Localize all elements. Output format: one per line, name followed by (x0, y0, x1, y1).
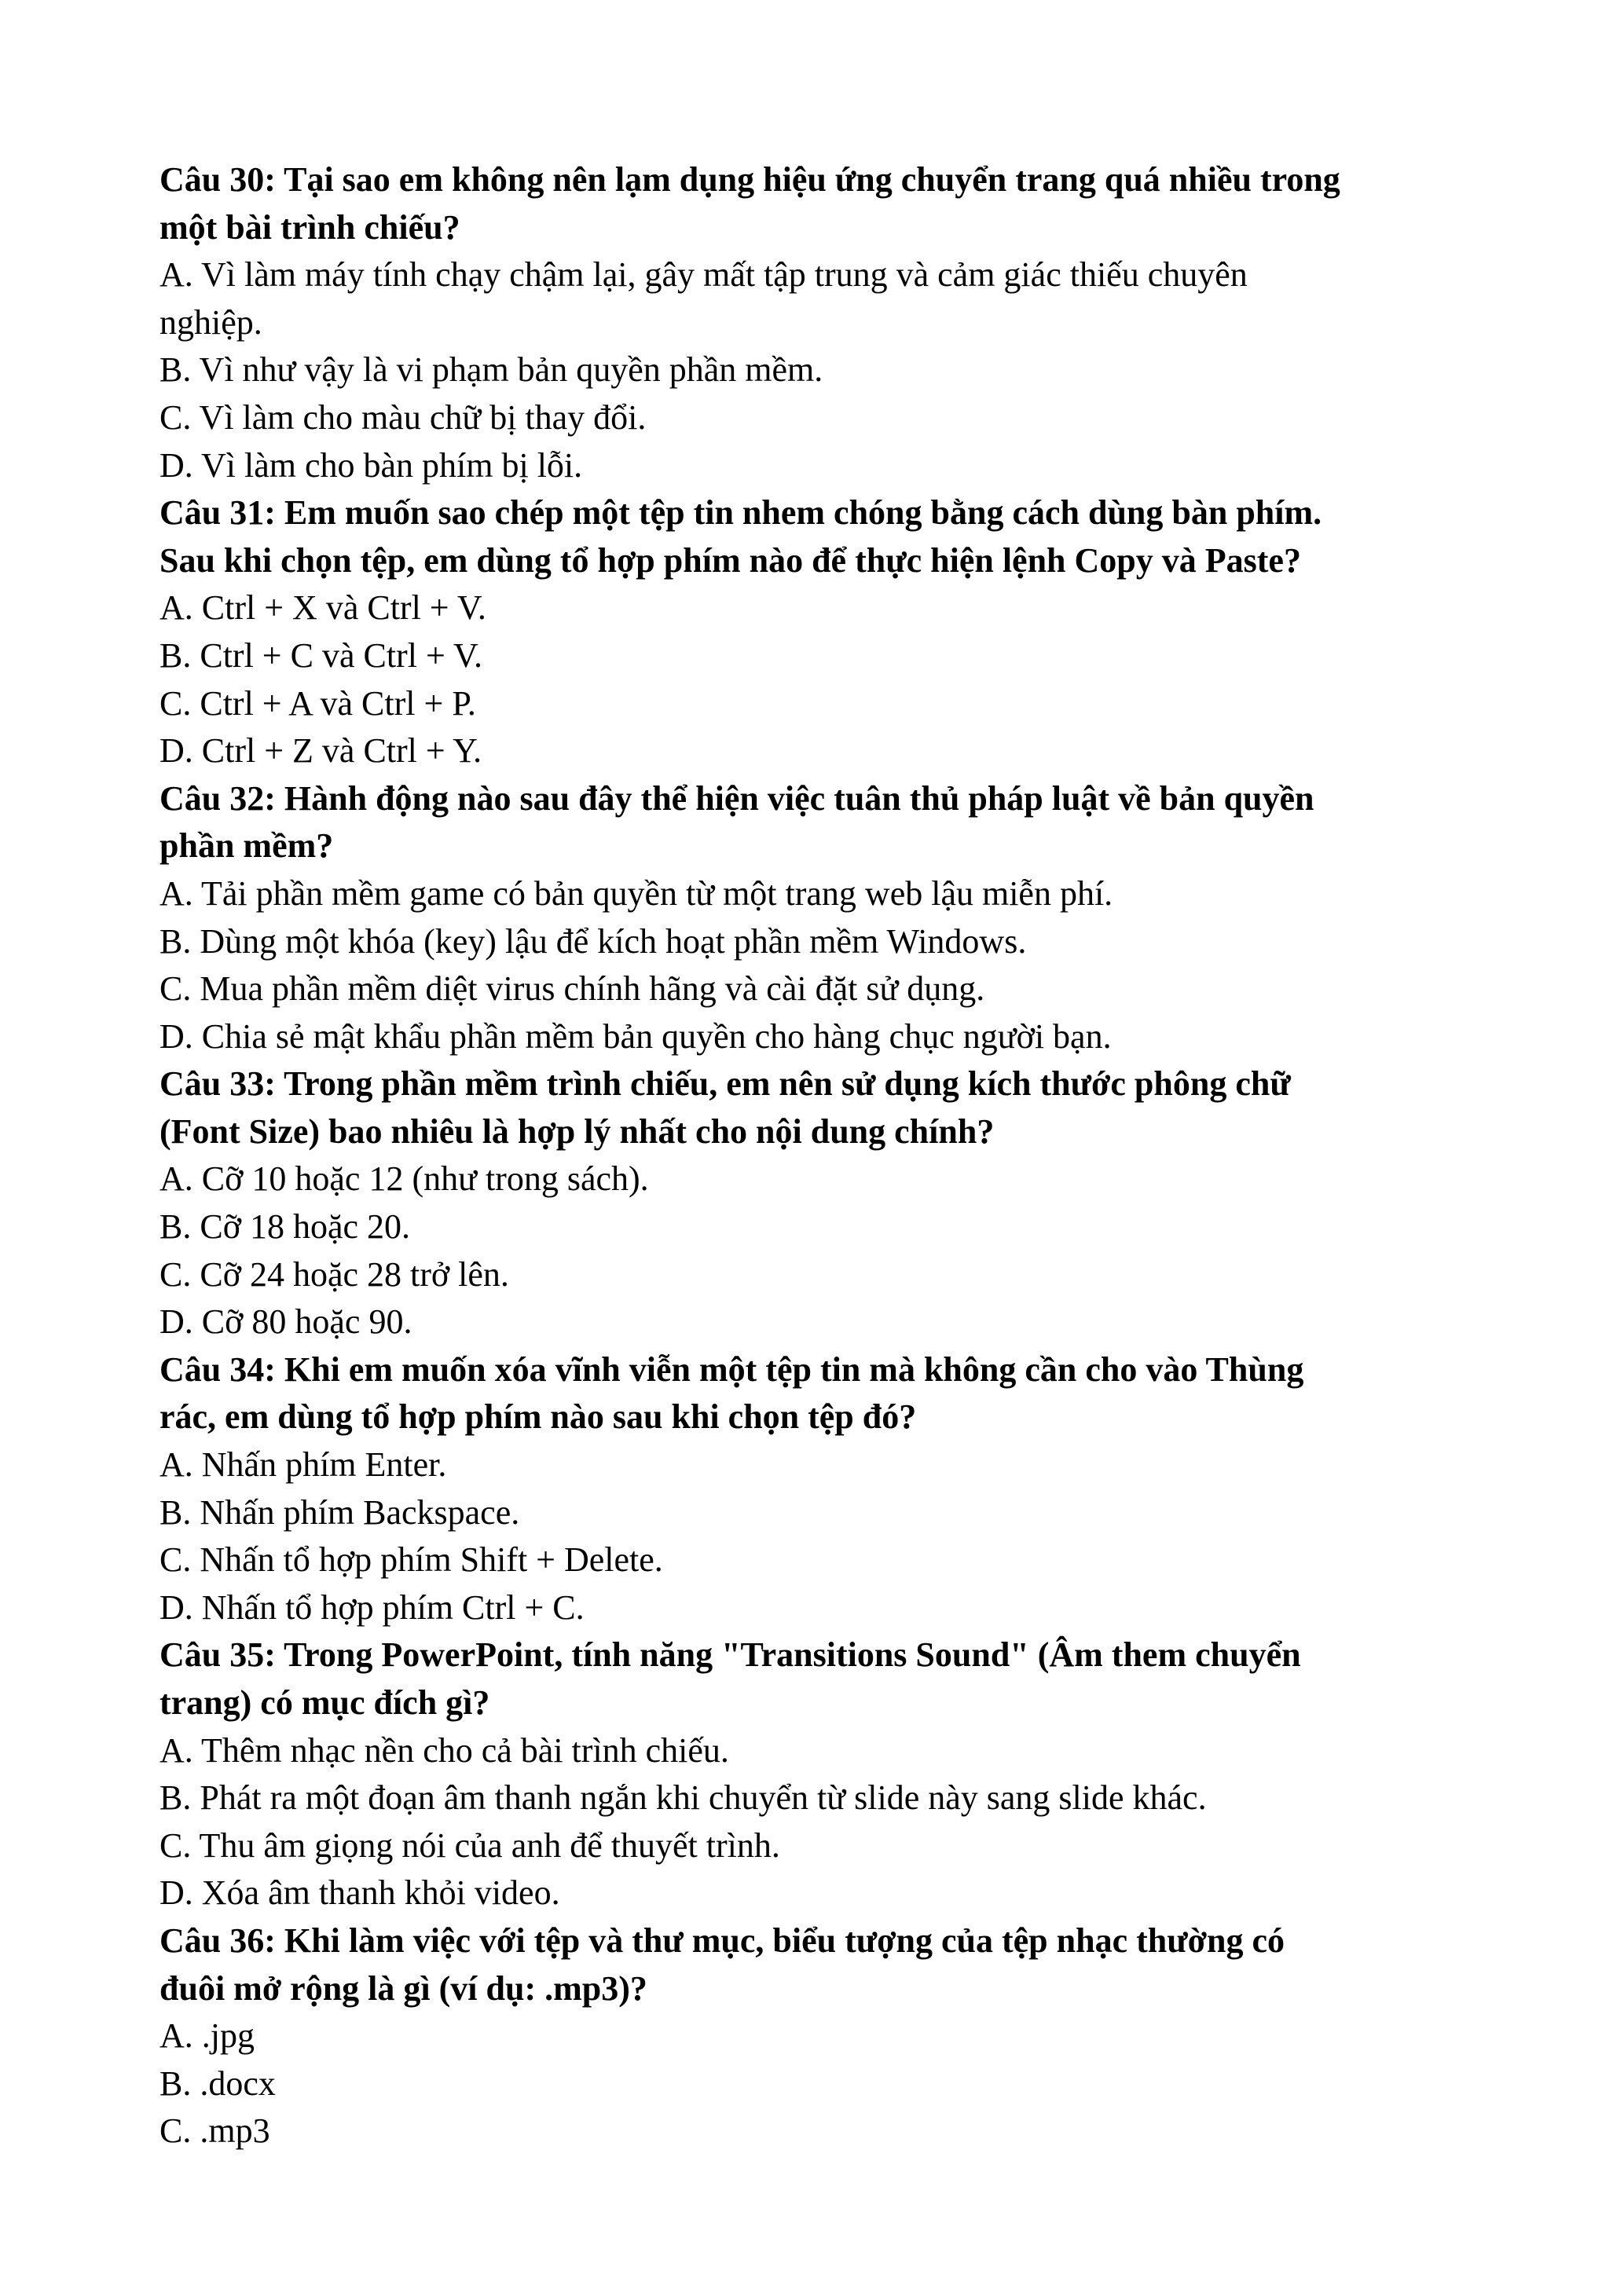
question-block (159, 1631, 1495, 1917)
document-page (159, 156, 1495, 2155)
answer-option-line: B. Dùng một khóa (key) lậu để kích hoạt phần mềm Windows. (159, 921, 1027, 961)
answer-option-line: D. Xóa âm thanh khỏi video. (159, 1873, 560, 1913)
answer-option-line: A. .jpg (159, 2016, 255, 2056)
question-block (159, 775, 1495, 1061)
question-block (159, 489, 1495, 775)
answer-option-line: C. Mua phần mềm diệt virus chính hãng và cài đặt sử dụng. (159, 969, 985, 1009)
question-title-line: rác, em dùng tổ hợp phím nào sau khi chọn tệp đó? (159, 1397, 917, 1437)
answer-option-line: B. .docx (159, 2063, 276, 2103)
answer-option-line: B. Ctrl + C và Ctrl + V. (159, 635, 483, 675)
question-title-line: (Font Size) bao nhiêu là hợp lý nhất cho nội dung chính? (159, 1111, 995, 1151)
answer-option-line: A. Thêm nhạc nền cho cả bài trình chiếu. (159, 1730, 729, 1770)
answer-option-line: C. Thu âm giọng nói của anh để thuyết trình. (159, 1825, 780, 1865)
question-title-line: phần mềm? (159, 826, 334, 866)
question-title-line: Câu 34: Khi em muốn xóa vĩnh viễn một tệp tin mà không cần cho vào Thùng (159, 1349, 1304, 1389)
answer-option-line: C. Cỡ 24 hoặc 28 trở lên. (159, 1254, 509, 1294)
question-title-line: một bài trình chiếu? (159, 207, 460, 247)
answer-option-line: C. Vì làm cho màu chữ bị thay đổi. (159, 397, 647, 437)
answer-option-line: A. Cỡ 10 hoặc 12 (như trong sách). (159, 1159, 649, 1199)
answer-option-line: A. Ctrl + X và Ctrl + V. (159, 588, 486, 628)
question-block (159, 1346, 1495, 1632)
answer-option-line: C. .mp3 (159, 2111, 270, 2151)
answer-option-line: D. Vì làm cho bàn phím bị lỗi. (159, 445, 583, 485)
question-title-line: trang) có mục đích gì? (159, 1683, 490, 1722)
answer-option-line: A. Vì làm máy tính chạy chậm lại, gây mất tập trung và cảm giác thiếu chuyên (159, 255, 1248, 295)
answer-option-line: D. Cỡ 80 hoặc 90. (159, 1302, 412, 1342)
question-title-line: Câu 32: Hành động nào sau đây thể hiện việc tuân thủ pháp luật về bản quyền (159, 778, 1314, 818)
answer-option-line: B. Vì như vậy là vi phạm bản quyền phần mềm. (159, 350, 823, 390)
answer-option-line: nghiệp. (159, 302, 262, 342)
question-title-line: Câu 36: Khi làm việc với tệp và thư mục, biểu tượng của tệp nhạc thường có (159, 1921, 1285, 1960)
question-title-line: Câu 31: Em muốn sao chép một tệp tin nhem chóng bằng cách dùng bàn phím. (159, 493, 1322, 533)
answer-option-line: D. Ctrl + Z và Ctrl + Y. (159, 731, 482, 771)
answer-option-line: B. Cỡ 18 hoặc 20. (159, 1207, 411, 1247)
question-block (159, 1060, 1495, 1346)
answer-option-line: B. Nhấn phím Backspace. (159, 1492, 520, 1532)
answer-option-line: C. Nhấn tổ hợp phím Shift + Delete. (159, 1540, 663, 1580)
question-title-line: Sau khi chọn tệp, em dùng tổ hợp phím nào để thực hiện lệnh Copy và Paste? (159, 540, 1301, 580)
answer-option-line: D. Chia sẻ mật khẩu phần mềm bản quyền cho hàng chục người bạn. (159, 1016, 1112, 1056)
answer-option-line: C. Ctrl + A và Ctrl + P. (159, 683, 476, 723)
question-title-line: đuôi mở rộng là gì (ví dụ: .mp3)? (159, 1968, 647, 2008)
question-title-line: Câu 33: Trong phần mềm trình chiếu, em nên sử dụng kích thước phông chữ (159, 1064, 1291, 1104)
question-title-line: Câu 35: Trong PowerPoint, tính năng "Transitions Sound" (Âm them chuyển (159, 1635, 1301, 1675)
answer-option-line: A. Tải phần mềm game có bản quyền từ một trang web lậu miễn phí. (159, 873, 1113, 913)
answer-option-line: D. Nhấn tổ hợp phím Ctrl + C. (159, 1587, 585, 1627)
answer-option-line: A. Nhấn phím Enter. (159, 1445, 447, 1485)
question-block (159, 156, 1495, 489)
answer-option-line: B. Phát ra một đoạn âm thanh ngắn khi chuyển từ slide này sang slide khác. (159, 1778, 1207, 1818)
question-block (159, 1917, 1495, 2155)
question-title-line: Câu 30: Tại sao em không nên lạm dụng hiệu ứng chuyển trang quá nhiều trong (159, 160, 1340, 199)
